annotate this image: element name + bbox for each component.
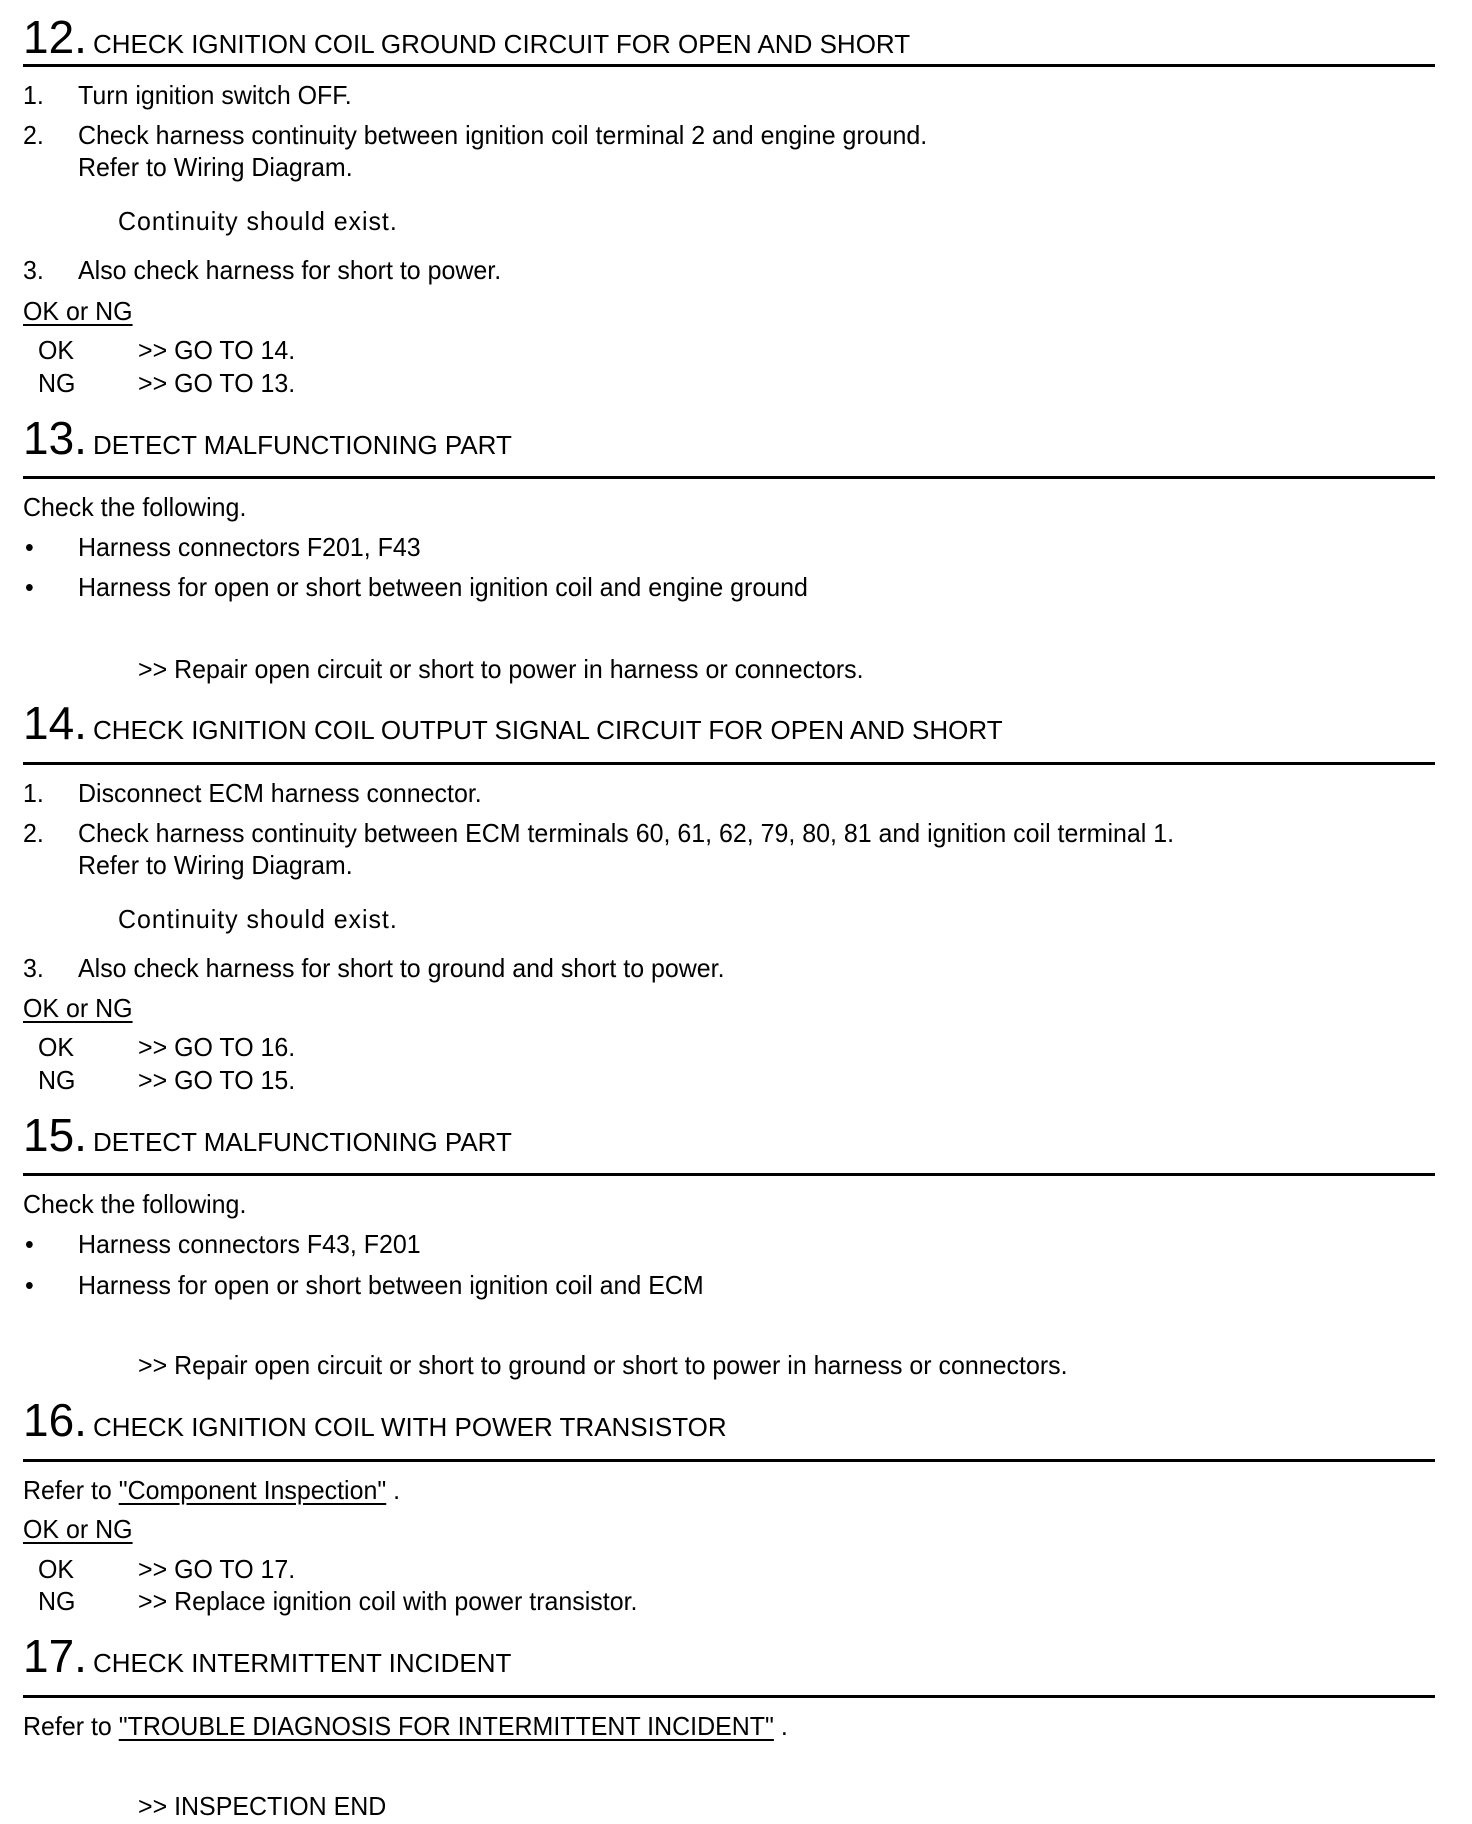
section-divider xyxy=(23,64,1435,67)
intermittent-incident-link[interactable]: "TROUBLE DIAGNOSIS FOR INTERMITTENT INCIDENT" xyxy=(118,1711,774,1741)
result-action: >> Repair open circuit or short to ground or short to power in harness or connectors. xyxy=(138,1350,1068,1380)
refer-prefix: Refer to xyxy=(23,1711,112,1741)
result-action-ok: >> GO TO 14. xyxy=(138,335,296,365)
result-action-ok: >> GO TO 17. xyxy=(138,1554,296,1584)
step-text: Disconnect ECM harness connector. xyxy=(78,778,482,808)
section-number: 14. xyxy=(23,697,87,749)
step-number: 3. xyxy=(23,953,44,983)
result-label-ok: OK xyxy=(38,1032,75,1062)
refer-line xyxy=(23,1475,400,1505)
step-number: 1. xyxy=(23,778,44,808)
section-number: 17. xyxy=(23,1630,87,1682)
step-text: Check harness continuity between ECM terminals 60, 61, 62, 79, 80, 81 and ignition coil terminal 1. xyxy=(78,818,1175,848)
section-number: 13. xyxy=(23,412,87,464)
step-text: Also check harness for short to ground and short to power. xyxy=(78,953,725,983)
component-inspection-link[interactable]: "Component Inspection" xyxy=(118,1475,387,1505)
step-text-continued: Refer to Wiring Diagram. xyxy=(78,152,353,182)
refer-suffix: . xyxy=(780,1711,788,1741)
section-divider xyxy=(23,1173,1435,1176)
section-16-header xyxy=(23,1394,727,1450)
section-divider xyxy=(23,762,1435,765)
result-label-ng: NG xyxy=(38,368,76,398)
ok-ng-label: OK or NG xyxy=(23,296,133,326)
section-title: CHECK IGNITION COIL OUTPUT SIGNAL CIRCUIT FOR OPEN AND SHORT xyxy=(92,715,1003,745)
bullet-icon: • xyxy=(25,532,34,562)
result-action: >> INSPECTION END xyxy=(138,1791,387,1821)
result-label-ng: NG xyxy=(38,1586,76,1616)
section-title: CHECK INTERMITTENT INCIDENT xyxy=(92,1648,512,1678)
section-15-header xyxy=(23,1109,512,1165)
section-14-header xyxy=(23,697,1003,753)
bullet-text: Harness connectors F201, F43 xyxy=(78,532,421,562)
spec-text: Continuity should exist. xyxy=(118,904,398,934)
refer-prefix: Refer to xyxy=(23,1475,112,1505)
result-label-ok: OK xyxy=(38,335,75,365)
section-title: CHECK IGNITION COIL WITH POWER TRANSISTOR xyxy=(92,1412,727,1442)
step-text: Check harness continuity between ignition coil terminal 2 and engine ground. xyxy=(78,120,928,150)
step-number: 2. xyxy=(23,120,44,150)
step-text-continued: Refer to Wiring Diagram. xyxy=(78,850,353,880)
result-action-ok: >> GO TO 16. xyxy=(138,1032,296,1062)
step-number: 2. xyxy=(23,818,44,848)
section-title: CHECK IGNITION COIL GROUND CIRCUIT FOR OPEN AND SHORT xyxy=(92,29,911,59)
ok-ng-label: OK or NG xyxy=(23,993,133,1023)
section-divider xyxy=(23,1459,1435,1462)
section-title: DETECT MALFUNCTIONING PART xyxy=(92,1127,512,1157)
step-number: 1. xyxy=(23,80,44,110)
bullet-text: Harness for open or short between ignition coil and ECM xyxy=(78,1270,704,1300)
section-12-header xyxy=(23,11,911,67)
bullet-icon: • xyxy=(25,1270,34,1300)
result-action-ng: >> Replace ignition coil with power transistor. xyxy=(138,1586,638,1616)
intro-text: Check the following. xyxy=(23,1189,247,1219)
refer-suffix: . xyxy=(393,1475,401,1505)
refer-line xyxy=(23,1711,788,1741)
section-17-header xyxy=(23,1630,512,1686)
section-divider xyxy=(23,476,1435,479)
result-action-ng: >> GO TO 15. xyxy=(138,1065,296,1095)
bullet-text: Harness for open or short between ignition coil and engine ground xyxy=(78,572,808,602)
section-number: 12. xyxy=(23,11,87,63)
result-action-ng: >> GO TO 13. xyxy=(138,368,296,398)
result-label-ng: NG xyxy=(38,1065,76,1095)
section-title: DETECT MALFUNCTIONING PART xyxy=(92,430,512,460)
section-13-header xyxy=(23,412,512,468)
step-number: 3. xyxy=(23,255,44,285)
section-number: 16. xyxy=(23,1394,87,1446)
bullet-icon: • xyxy=(25,572,34,602)
spec-text: Continuity should exist. xyxy=(118,206,398,236)
ok-ng-label: OK or NG xyxy=(23,1514,133,1544)
result-label-ok: OK xyxy=(38,1554,75,1584)
result-action: >> Repair open circuit or short to power in harness or connectors. xyxy=(138,654,864,684)
step-text: Turn ignition switch OFF. xyxy=(78,80,352,110)
step-text: Also check harness for short to power. xyxy=(78,255,502,285)
bullet-icon: • xyxy=(25,1229,34,1259)
intro-text: Check the following. xyxy=(23,492,247,522)
section-divider xyxy=(23,1695,1435,1698)
section-number: 15. xyxy=(23,1109,87,1161)
bullet-text: Harness connectors F43, F201 xyxy=(78,1229,421,1259)
